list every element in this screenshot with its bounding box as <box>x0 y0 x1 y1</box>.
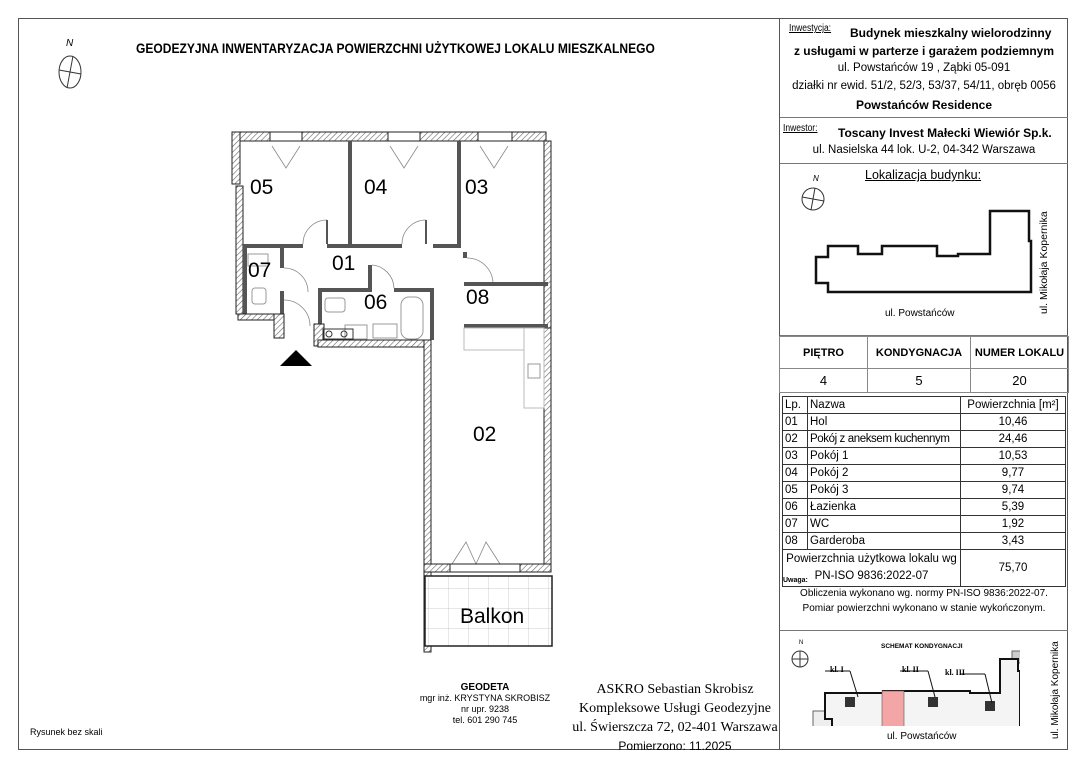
row-lp: 02 <box>783 431 808 448</box>
unit-info-table <box>779 336 1069 393</box>
surveyor-block <box>410 682 560 726</box>
title-block <box>779 18 1068 750</box>
location-north-label: N <box>813 174 819 183</box>
location-title: Lokalizacja budynku: <box>865 168 982 182</box>
schema-street-right: ul. Mikołaja Kopernika <box>1050 641 1061 739</box>
surveyor-title: GEODETA <box>460 682 510 693</box>
schema-north-label: N <box>799 640 804 646</box>
table-row <box>783 482 1066 499</box>
table-row <box>783 516 1066 533</box>
investor-name: Toscany Invest Małecki Wiewiór Sp.k. <box>838 126 1052 140</box>
room-label-02: 02 <box>473 423 497 446</box>
note-label: Uwaga: <box>783 577 808 584</box>
location-street-right: ul. Mikołaja Kopernika <box>1038 211 1050 314</box>
schema-compass-icon <box>790 649 810 669</box>
row-area: 9,74 <box>961 482 1066 499</box>
rooms-table <box>782 396 1066 587</box>
table-row <box>783 448 1066 465</box>
measured-date: Pomierzono: 11.2025 <box>618 739 732 753</box>
row-lp: 06 <box>783 499 808 516</box>
col-area-header: Powierzchnia [m²] <box>961 397 1066 414</box>
surveyor-name: mgr inż. KRYSTYNA SKROBISZ <box>419 693 551 703</box>
room-label-03: 03 <box>465 176 489 199</box>
row-lp: 03 <box>783 448 808 465</box>
investor-section <box>780 118 1068 164</box>
investment-section <box>780 18 1068 118</box>
row-lp: 05 <box>783 482 808 499</box>
row-name: Łazienka <box>808 499 961 516</box>
note-line1: Obliczenia wykonano wg. normy PN-ISO 9836:2022-07. <box>800 588 1048 599</box>
north-label: N <box>66 38 74 49</box>
row-name: Pokój 3 <box>808 482 961 499</box>
room-label-08: 08 <box>466 286 490 309</box>
row-name: Pokój 2 <box>808 465 961 482</box>
room-label-07: 07 <box>248 259 272 282</box>
total-label-line1: Powierzchnia użytkowa lokalu wg <box>786 553 957 565</box>
table-row <box>783 431 1066 448</box>
company-block <box>570 680 780 756</box>
floor-plan-drawing <box>228 128 558 658</box>
row-area: 9,77 <box>961 465 1066 482</box>
company-address: ul. Świerszcza 72, 02-401 Warszawa <box>572 720 778 735</box>
unit-number-header: NUMER LOKALU <box>971 337 1069 369</box>
location-section <box>780 164 1068 336</box>
row-name: Pokój 1 <box>808 448 961 465</box>
table-row <box>783 465 1066 482</box>
schema-title: SCHEMAT KONDYGNACJI <box>881 643 963 650</box>
investor-label: Inwestor: <box>783 123 818 134</box>
table-row <box>783 414 1066 431</box>
surveyor-phone: tel. 601 290 745 <box>452 715 518 725</box>
row-name: Pokój z aneksem kuchennym <box>808 431 961 448</box>
floor-value: 4 <box>780 369 868 393</box>
row-area: 5,39 <box>961 499 1066 516</box>
floor-plan <box>228 128 558 658</box>
room-label-01: 01 <box>332 252 356 275</box>
investment-parcels: działki nr ewid. 51/2, 52/3, 53/37, 54/11, obręb 0056 <box>792 80 1056 92</box>
unit-number-value: 20 <box>971 369 1069 393</box>
stair-label-2: kl. II <box>902 665 919 674</box>
total-label-line2: PN-ISO 9836:2022-07 <box>814 570 929 582</box>
row-lp: 04 <box>783 465 808 482</box>
compass-icon <box>52 54 88 90</box>
row-area: 10,46 <box>961 414 1066 431</box>
floor-header: PIĘTRO <box>780 337 868 369</box>
row-area: 24,46 <box>961 431 1066 448</box>
row-name: Garderoba <box>808 533 961 550</box>
col-lp-header: Lp. <box>783 397 808 414</box>
table-row <box>783 533 1066 550</box>
row-area: 1,92 <box>961 516 1066 533</box>
row-name: WC <box>808 516 961 533</box>
investor-address: ul. Nasielska 44 lok. U-2, 04-342 Warszawa <box>812 144 1036 156</box>
row-name: Hol <box>808 414 961 431</box>
stair-label-3: kl. III <box>945 668 966 677</box>
investment-address: ul. Powstańców 19 , Ząbki 05-091 <box>837 62 1011 74</box>
page-title: GEODEZYJNA INWENTARYZACJA POWIERZCHNI UŻYTKOWEJ LOKALU MIESZKALNEGO <box>136 40 655 56</box>
row-area: 10,53 <box>961 448 1066 465</box>
investment-line2: z usługami w parterze i garażem podziemnym <box>793 44 1055 58</box>
col-name-header: Nazwa <box>808 397 961 414</box>
note-section <box>780 574 1068 631</box>
schema-street-bottom: ul. Powstańców <box>887 731 957 742</box>
investment-name: Powstańców Residence <box>855 98 993 112</box>
entrance-marker <box>280 350 312 366</box>
row-area: 3,43 <box>961 533 1066 550</box>
row-lp: 01 <box>783 414 808 431</box>
storey-header: KONDYGNACJA <box>868 337 971 369</box>
storey-value: 5 <box>868 369 971 393</box>
total-value: 75,70 <box>961 550 1066 587</box>
location-street-bottom: ul. Powstańców <box>885 308 955 319</box>
scale-note: Rysunek bez skali <box>30 727 103 737</box>
company-desc: Kompleksowe Usługi Geodezyjne <box>578 701 772 716</box>
investment-line1: Budynek mieszkalny wielorodzinny <box>850 26 1052 40</box>
room-label-balcony: Balkon <box>460 605 525 628</box>
storey-schema-section <box>780 631 1068 750</box>
note-line2: Pomiar powierzchni wykonano w stanie wykończonym. <box>802 603 1046 614</box>
room-label-05: 05 <box>250 176 274 199</box>
schema-building-plan <box>810 641 1020 726</box>
row-lp: 08 <box>783 533 808 550</box>
surveyor-license: nr upr. 9238 <box>460 704 510 714</box>
investment-label: Inwestycja: <box>789 23 832 34</box>
company-name: ASKRO Sebastian Skrobisz <box>596 682 754 697</box>
room-label-06: 06 <box>364 291 388 314</box>
stair-label-1: kl. I <box>830 665 844 674</box>
building-outline <box>805 209 1045 319</box>
row-lp: 07 <box>783 516 808 533</box>
room-label-04: 04 <box>364 176 388 199</box>
table-row <box>783 499 1066 516</box>
